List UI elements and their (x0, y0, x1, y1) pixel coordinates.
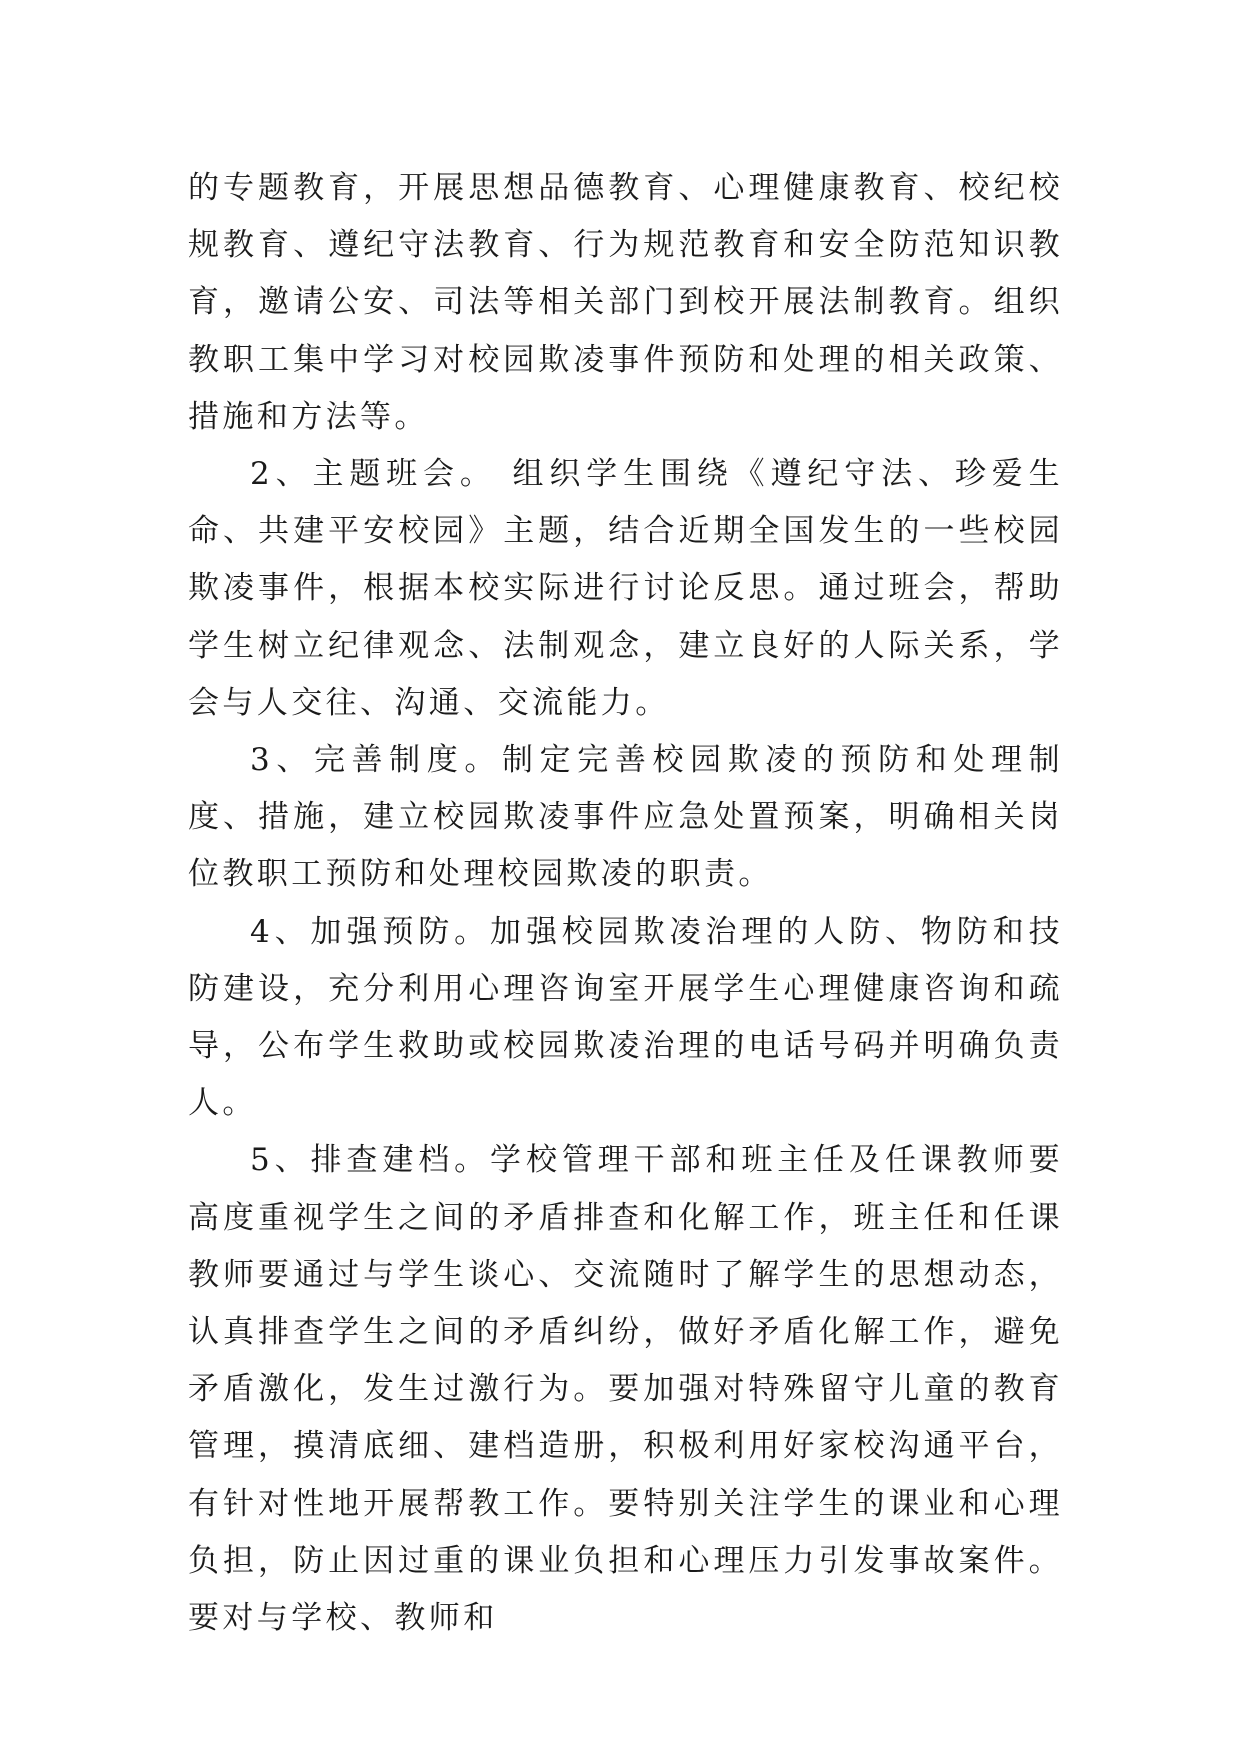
paragraph-improve-system: 3、完善制度。制定完善校园欺凌的预防和处理制度、措施，建立校园欺凌事件应急处置预案，明确相关岗位教职工预防和处理校园欺凌的职责。 (188, 742, 1063, 893)
paragraph-theme-class-meeting: 2、主题班会。 组织学生围绕《遵纪守法、珍爱生命、共建平安校园》主题，结合近期全国发生的一些校园欺凌事件，根据本校实际进行讨论反思。通过班会，帮助学生树立纪律观念、法制观念，建立良好的人际关系，学会与人交往、沟通、交流能力。 (188, 456, 1063, 721)
document-body (188, 160, 1063, 1647)
paragraph-strengthen-prevention: 4、加强预防。加强校园欺凌治理的人防、物防和技防建设，充分利用心理咨询室开展学生心理健康咨询和疏导，公布学生救助或校园欺凌治理的电话号码并明确负责人。 (188, 913, 1063, 1122)
paragraph-investigation-records: 5、排查建档。学校管理干部和班主任及任课教师要高度重视学生之间的矛盾排查和化解工作，班主任和任课教师要通过与学生谈心、交流随时了解学生的思想动态，认真排查学生之间的矛盾纠纷，做好矛盾化解工作，避免矛盾激化，发生过激行为。要加强对特殊留守儿童的教育管理，摸清底细、建档造册，积极利用好家校沟通平台，有针对性地开展帮教工作。要特别关注学生的课业和心理负担，防止因过重的课业负担和心理压力引发事故案件。要对与学校、教师和 (188, 1142, 1063, 1637)
paragraph-continuation: 的专题教育，开展思想品德教育、心理健康教育、校纪校规教育、遵纪守法教育、行为规范教育和安全防范知识教育，邀请公安、司法等相关部门到校开展法制教育。组织教职工集中学习对校园欺凌事件预防和处理的相关政策、措施和方法等。 (188, 170, 1063, 435)
